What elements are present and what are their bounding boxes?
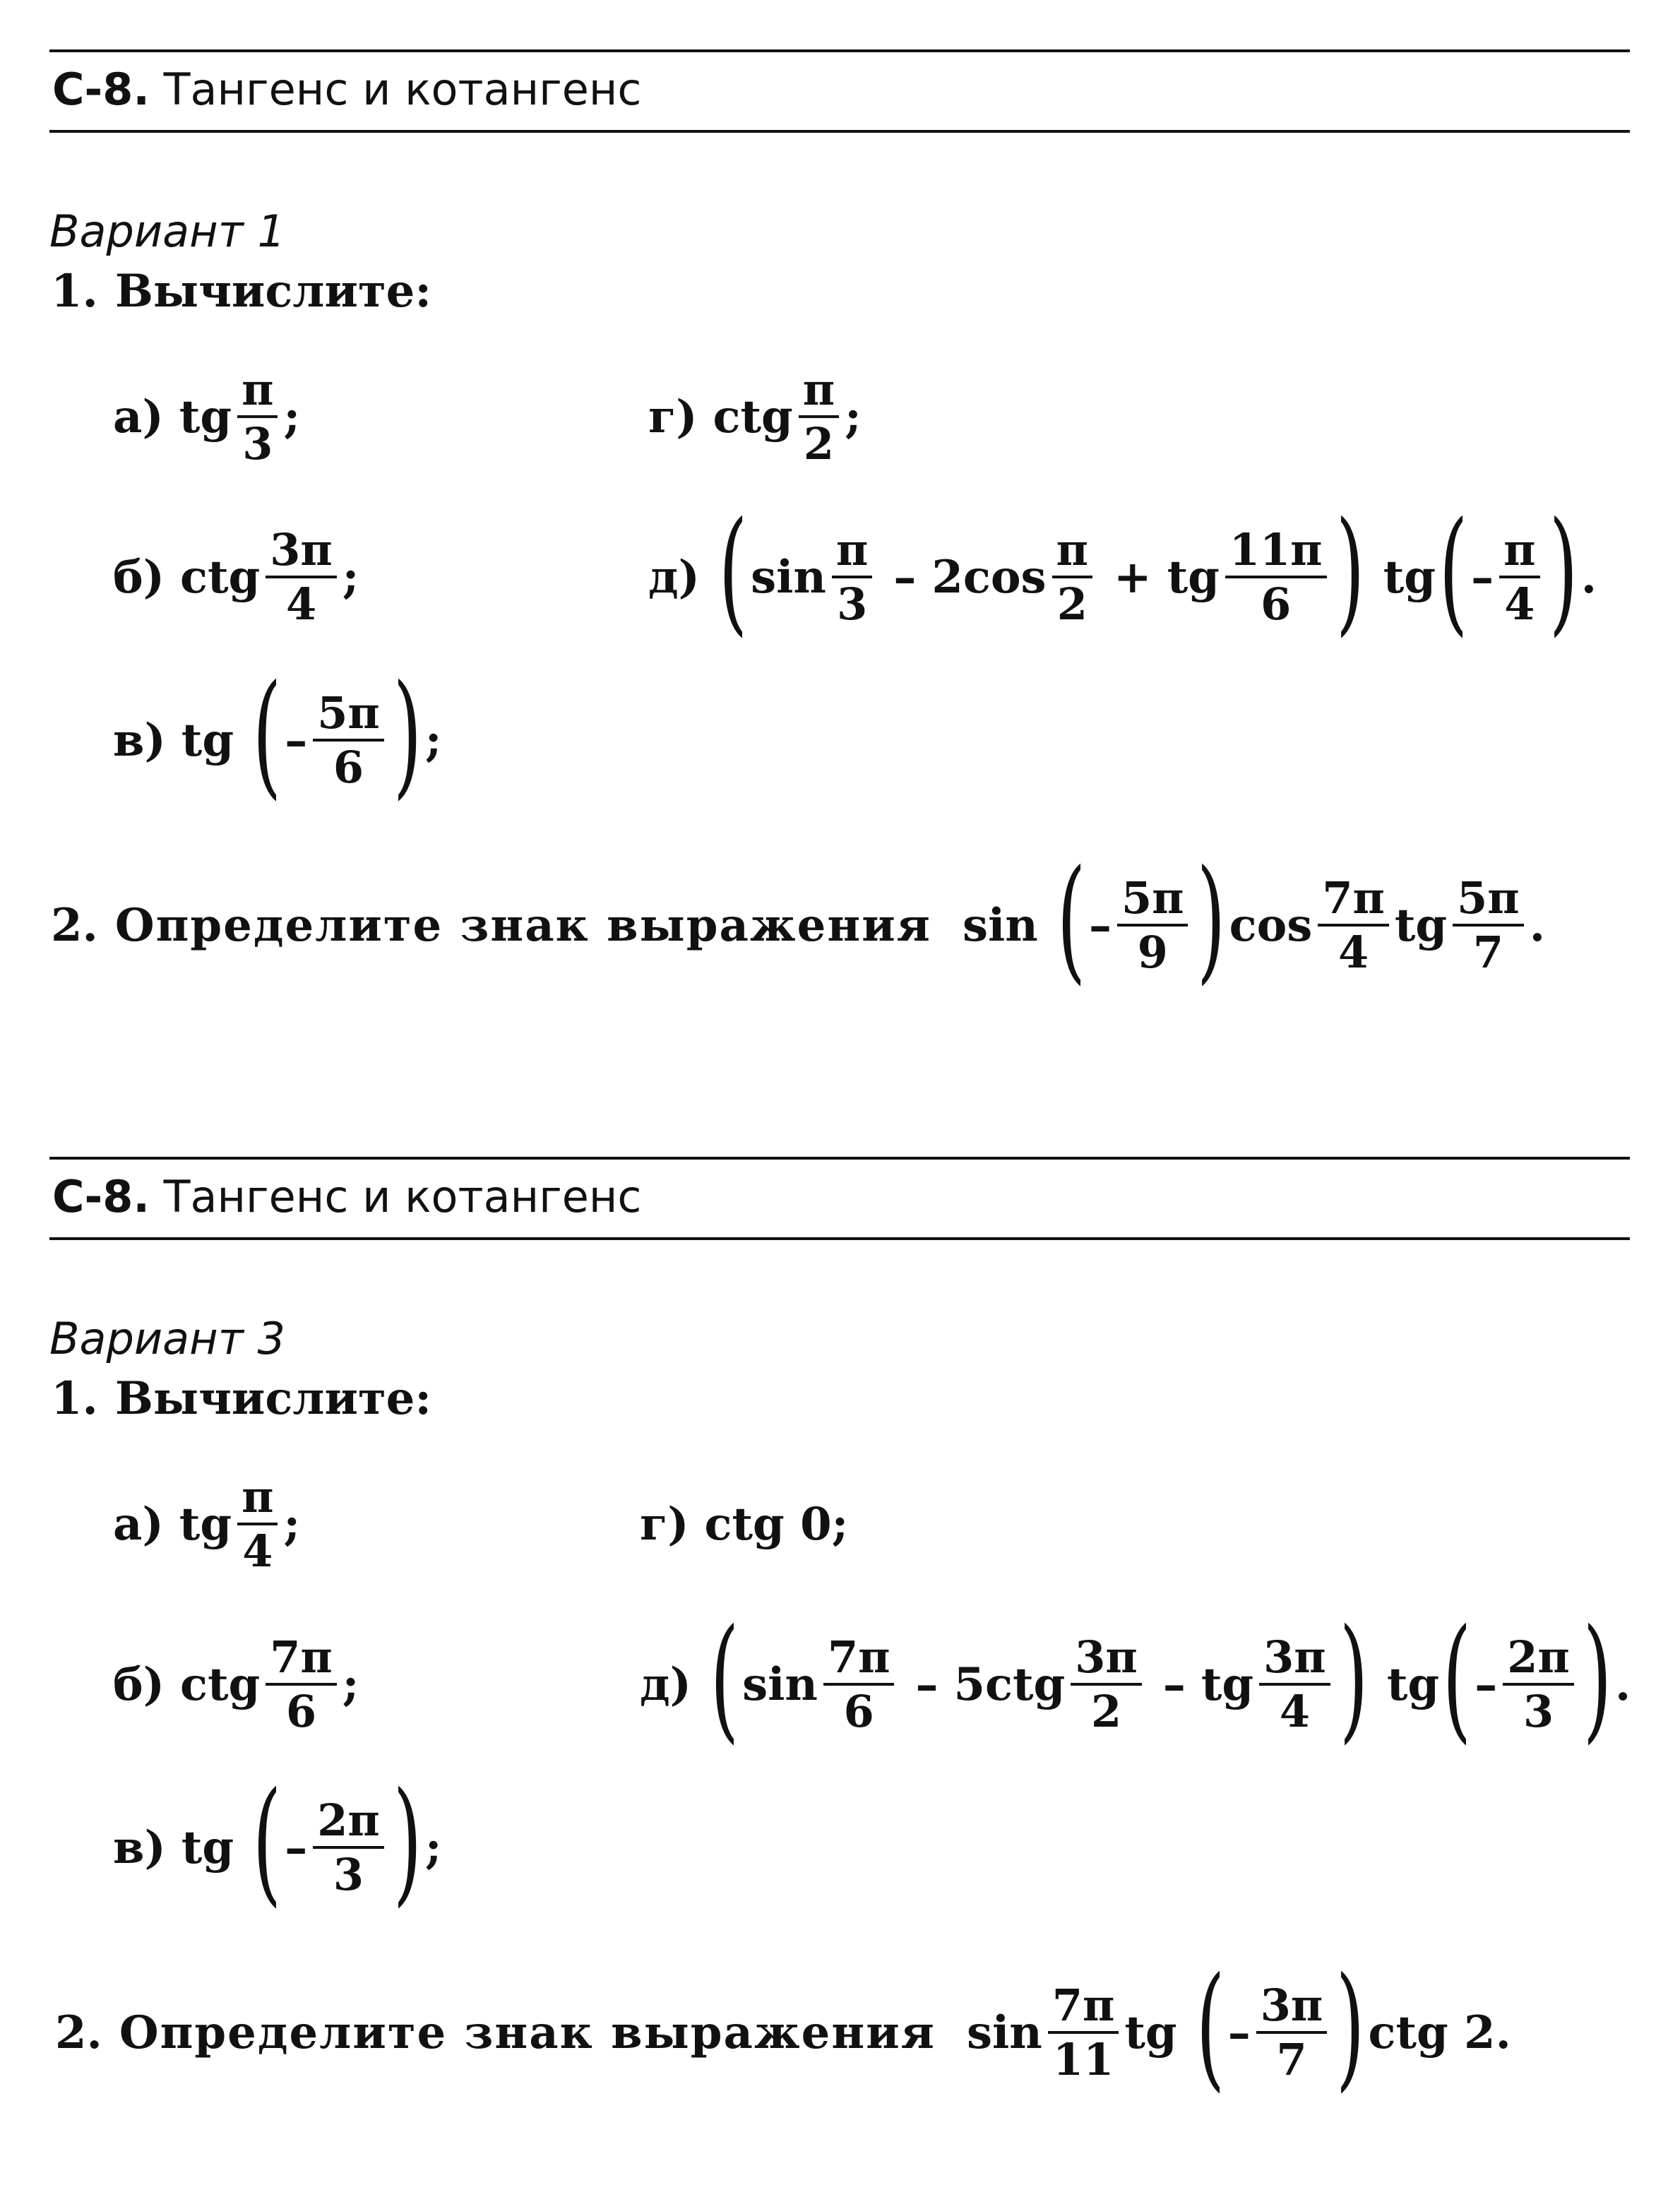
function-name: tg — [179, 1497, 232, 1551]
fraction — [1117, 871, 1188, 978]
fraction — [1499, 523, 1539, 630]
numerator: 7π — [823, 1634, 895, 1686]
terminator: . — [1495, 2006, 1511, 2059]
task-title-text: Вычислите: — [114, 1371, 431, 1425]
header-rule-top — [49, 49, 1630, 52]
denominator: 6 — [333, 742, 364, 793]
function-name: cos — [1229, 898, 1313, 952]
denominator: 6 — [843, 1686, 874, 1737]
numerator: 3π — [1259, 1634, 1330, 1686]
task-1-title — [51, 256, 431, 326]
left-paren: ( — [252, 656, 282, 812]
denominator: 2 — [1090, 1686, 1122, 1737]
exercise-a — [113, 353, 300, 480]
exercise-label: б) — [113, 1657, 165, 1711]
right-paren: ) — [1549, 493, 1578, 649]
numerator: 7π — [1318, 875, 1389, 927]
header-rule-bottom — [49, 1237, 1630, 1240]
operator: – — [915, 1657, 939, 1711]
numerator: 3π — [266, 527, 337, 578]
exercise-label: д) — [640, 1657, 691, 1711]
fraction — [266, 1631, 337, 1737]
denominator: 4 — [1504, 578, 1535, 630]
numerator: π — [799, 367, 839, 418]
function-name: cos — [963, 550, 1047, 604]
exercise-g — [648, 353, 862, 480]
fraction — [1256, 1979, 1328, 2085]
fraction — [1052, 523, 1092, 630]
section-heading — [52, 1167, 641, 1227]
terminator: ; — [283, 1497, 301, 1551]
exercise-v — [113, 656, 442, 812]
terminator: . — [1580, 550, 1597, 604]
exercise-g — [640, 1460, 848, 1588]
denominator: 4 — [285, 578, 317, 630]
right-paren: ) — [1335, 493, 1365, 649]
denominator: 6 — [285, 1686, 317, 1737]
task-number: 1. — [51, 264, 98, 318]
fraction — [1225, 523, 1327, 630]
task-2-text: Определите знак выражения — [114, 898, 931, 952]
task-number: 2. — [51, 898, 98, 952]
terminator: . — [1614, 1657, 1631, 1711]
denominator: 2 — [1056, 578, 1088, 630]
terminator: ; — [283, 390, 301, 443]
task-2 — [51, 841, 1545, 997]
numerator: 5π — [1117, 875, 1188, 927]
terminator: ; — [342, 550, 359, 604]
numerator: 5π — [313, 690, 384, 742]
task-2-text: Определите знак выражения — [119, 2006, 936, 2059]
task-number: 2. — [55, 2006, 102, 2059]
header-rule-top — [49, 1157, 1630, 1160]
operator: – — [1162, 1657, 1186, 1711]
terminator: ; — [424, 1821, 442, 1874]
numerator: π — [237, 367, 278, 418]
left-paren: ( — [1196, 1948, 1225, 2104]
coefficient: 5 — [953, 1657, 986, 1711]
variant-3-section — [0, 1107, 1680, 2209]
left-paren: ( — [710, 1600, 739, 1756]
operator: + — [1113, 550, 1152, 604]
denominator: 3 — [242, 418, 273, 470]
task-number: 1. — [51, 1371, 98, 1425]
task-1-title — [51, 1363, 431, 1434]
header-rule-bottom — [49, 130, 1630, 133]
numerator: 2π — [1503, 1634, 1574, 1686]
fraction — [1318, 871, 1389, 978]
function-name: sin — [742, 1657, 818, 1711]
fraction — [1259, 1631, 1330, 1737]
exercise-label: б) — [113, 550, 165, 604]
function-name: ctg 2 — [1368, 2006, 1496, 2059]
exercise-label: а) — [113, 1497, 164, 1551]
fraction — [237, 1470, 278, 1577]
function-name: ctg — [985, 1657, 1066, 1711]
exercise-d — [648, 493, 1597, 649]
fraction — [1071, 1631, 1142, 1737]
function-name: tg — [1124, 2006, 1177, 2059]
exercise-label: г) — [640, 1497, 689, 1551]
left-paren: ( — [1442, 1600, 1472, 1756]
numerator: 3π — [1071, 1634, 1142, 1686]
function-name: ctg — [179, 550, 261, 604]
coefficient: 2 — [931, 550, 963, 604]
right-paren: ) — [393, 1763, 422, 1919]
function-name: ctg — [713, 390, 793, 443]
numerator: 5π — [1453, 875, 1524, 927]
denominator: 9 — [1137, 927, 1168, 978]
variant-1-section — [0, 0, 1680, 1102]
section-topic: Тангенс и котангенс — [163, 1171, 642, 1222]
left-paren: ( — [1056, 841, 1086, 997]
denominator: 11 — [1052, 2034, 1114, 2085]
function-name: tg — [1201, 1657, 1254, 1711]
left-paren: ( — [718, 493, 748, 649]
terminator: ; — [342, 1657, 359, 1711]
numerator: 7π — [266, 1634, 337, 1686]
left-paren: ( — [1438, 493, 1468, 649]
fraction — [832, 523, 872, 630]
expression-text: ctg 0; — [704, 1497, 849, 1551]
exercise-label: д) — [648, 550, 700, 604]
task-title-text: Вычислите: — [114, 264, 431, 318]
function-name: tg — [1394, 898, 1448, 952]
exercise-label: г) — [648, 390, 698, 443]
exercise-b — [113, 1617, 359, 1751]
terminator: ; — [424, 713, 442, 767]
denominator: 3 — [1523, 1686, 1554, 1737]
denominator: 4 — [242, 1525, 273, 1577]
function-name: tg — [181, 1821, 234, 1874]
sign: – — [1471, 550, 1494, 604]
denominator: 7 — [1276, 2034, 1307, 2085]
function-name: sin — [962, 898, 1038, 952]
right-paren: ) — [1197, 841, 1226, 997]
sign: – — [1227, 2006, 1251, 2059]
exercise-v — [113, 1763, 442, 1919]
function-name: ctg — [179, 1657, 261, 1711]
fraction — [237, 363, 278, 470]
right-paren: ) — [1583, 1600, 1612, 1756]
denominator: 4 — [1338, 927, 1369, 978]
denominator: 4 — [1279, 1686, 1310, 1737]
denominator: 7 — [1472, 927, 1503, 978]
denominator: 3 — [837, 578, 868, 630]
sign: – — [1088, 898, 1112, 952]
denominator: 3 — [333, 1849, 364, 1900]
function-name: tg — [179, 390, 232, 443]
fraction — [1453, 871, 1524, 978]
terminator: . — [1529, 898, 1545, 952]
exercise-b — [113, 510, 359, 644]
fraction — [266, 523, 337, 630]
numerator: 7π — [1048, 1982, 1119, 2034]
denominator: 2 — [803, 418, 835, 470]
denominator: 6 — [1261, 578, 1292, 630]
right-paren: ) — [393, 656, 422, 812]
sign: – — [285, 713, 308, 767]
left-paren: ( — [252, 1763, 282, 1919]
sign: – — [285, 1821, 308, 1874]
right-paren: ) — [1339, 1600, 1369, 1756]
fraction — [1048, 1979, 1119, 2085]
variant-title: Вариант 1 — [49, 206, 285, 257]
function-name: tg — [1383, 550, 1436, 604]
function-name: sin — [966, 2006, 1042, 2059]
numerator: π — [1499, 527, 1539, 578]
section-code: С-8. — [52, 1171, 150, 1222]
fraction — [799, 363, 839, 470]
exercise-d — [640, 1600, 1631, 1756]
section-topic: Тангенс и котангенс — [163, 64, 642, 115]
operator: – — [893, 550, 917, 604]
numerator: 11π — [1225, 527, 1327, 578]
numerator: π — [237, 1474, 278, 1525]
fraction — [313, 1794, 384, 1900]
numerator: 2π — [313, 1797, 384, 1849]
section-code: С-8. — [52, 64, 150, 115]
exercise-label: в) — [113, 1821, 166, 1874]
exercise-a — [113, 1460, 300, 1588]
variant-title: Вариант 3 — [49, 1313, 285, 1364]
function-name: tg — [181, 713, 234, 767]
numerator: 3π — [1256, 1982, 1328, 2034]
numerator: π — [1052, 527, 1092, 578]
sign: – — [1475, 1657, 1498, 1711]
exercise-label: а) — [113, 390, 164, 443]
fraction — [1503, 1631, 1574, 1737]
function-name: sin — [751, 550, 826, 604]
fraction — [313, 686, 384, 793]
exercise-label: в) — [113, 713, 166, 767]
terminator: ; — [845, 390, 862, 443]
right-paren: ) — [1336, 1948, 1365, 2104]
function-name: tg — [1386, 1657, 1440, 1711]
section-heading — [52, 59, 641, 120]
numerator: π — [832, 527, 872, 578]
fraction — [823, 1631, 895, 1737]
task-2 — [55, 1948, 1511, 2104]
function-name: tg — [1167, 550, 1220, 604]
